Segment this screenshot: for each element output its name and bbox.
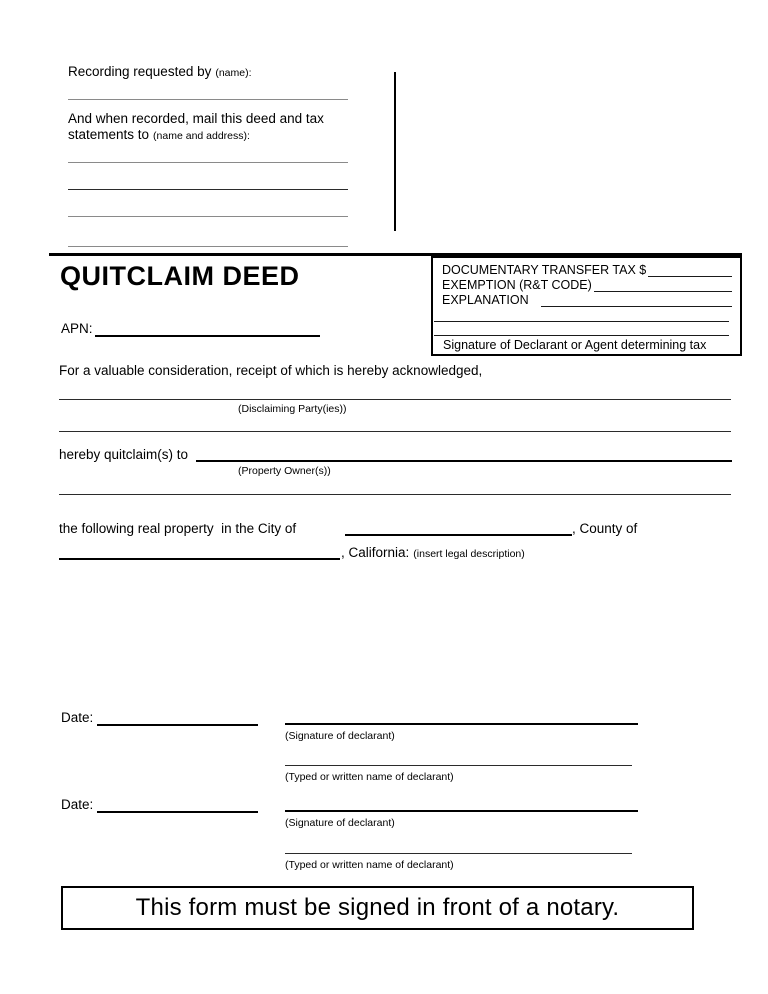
signature-caption-2: (Signature of declarant) (285, 817, 395, 829)
signature-caption-1: (Signature of declarant) (285, 730, 395, 742)
explanation-label: EXPLANATION (442, 293, 529, 307)
exemption-label: EXEMPTION (R&T CODE) (442, 278, 592, 292)
signature-line-1[interactable] (285, 723, 638, 725)
exemption-row (442, 278, 732, 292)
apn-line[interactable] (95, 335, 320, 337)
property-owner-line-2[interactable] (59, 494, 731, 495)
california-suffix-text: , California: (341, 545, 410, 560)
recorder-area-vertical-rule (394, 72, 396, 231)
city-line[interactable] (345, 534, 572, 536)
signature-line-2[interactable] (285, 810, 638, 812)
explanation-row (442, 293, 732, 307)
page-title: QUITCLAIM DEED (60, 261, 300, 291)
date-line-1[interactable] (97, 724, 258, 726)
tax-blank-line-2[interactable] (434, 335, 729, 336)
typed-name-caption-2: (Typed or written name of declarant) (285, 859, 454, 871)
county-line[interactable] (59, 558, 340, 560)
disclaiming-party-line[interactable] (59, 399, 731, 400)
quitclaim-to-label: hereby quitclaim(s) to (59, 447, 189, 462)
name-address-hint: (name and address): (153, 130, 250, 142)
county-suffix-text: , County of (572, 521, 638, 536)
mail-address-line-2[interactable] (68, 189, 348, 190)
typed-name-caption-1: (Typed or written name of declarant) (285, 771, 454, 783)
explanation-line[interactable] (541, 294, 732, 307)
tax-signature-caption: Signature of Declarant or Agent determining tax (443, 338, 707, 352)
mail-statements-text: statements to (68, 127, 150, 142)
property-owner-line[interactable] (196, 460, 732, 462)
mail-address-line-3[interactable] (68, 216, 348, 217)
documentary-tax-line[interactable] (648, 264, 732, 277)
typed-name-line-1[interactable] (285, 765, 632, 766)
name-hint: (name): (215, 67, 252, 79)
consideration-text: For a valuable consideration, receipt of which is hereby acknowledged, (59, 363, 483, 378)
transfer-tax-box (431, 256, 742, 356)
date-line-2[interactable] (97, 811, 258, 813)
tax-blank-line-1[interactable] (434, 321, 729, 322)
property-owner-caption: (Property Owner(s)) (238, 465, 331, 477)
city-prefix-text: the following real property in the City of (59, 521, 297, 536)
california-text (341, 545, 525, 562)
documentary-tax-label: DOCUMENTARY TRANSFER TAX $ (442, 263, 647, 277)
apn-label: APN: (61, 321, 93, 336)
date-label-2: Date: (61, 797, 94, 812)
recording-requested-line[interactable] (68, 99, 348, 100)
disclaiming-party-line-2[interactable] (59, 431, 731, 432)
disclaiming-party-caption: (Disclaiming Party(ies)) (238, 403, 347, 415)
recording-requested-text: Recording requested by (68, 64, 212, 79)
documentary-tax-row (442, 263, 732, 277)
notary-notice-box (61, 886, 694, 930)
exemption-line[interactable] (594, 279, 732, 292)
recording-requested-label (68, 64, 252, 81)
mail-statements-label-line1: And when recorded, mail this deed and tax (68, 111, 324, 126)
mail-address-line-1[interactable] (68, 162, 348, 163)
date-label-1: Date: (61, 710, 94, 725)
mail-statements-label-line2 (68, 127, 250, 144)
typed-name-line-2[interactable] (285, 853, 632, 854)
legal-description-hint: (insert legal description) (413, 548, 525, 560)
mail-address-line-4[interactable] (68, 246, 348, 247)
notary-notice-text: This form must be signed in front of a notary. (135, 894, 620, 921)
